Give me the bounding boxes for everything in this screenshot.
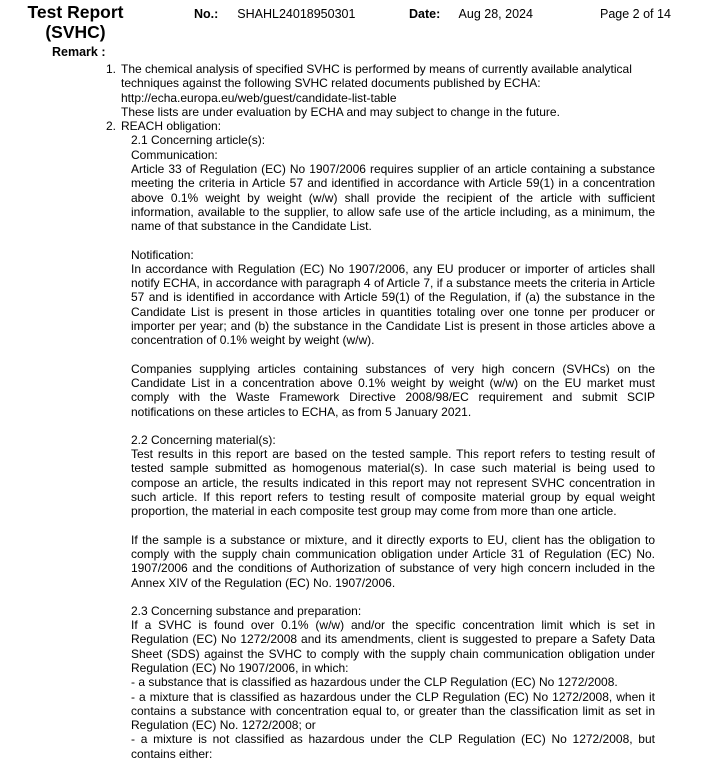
paragraph: Test results in this report are based on the tested sample. This report refers to testing result of tested sample submitted as homogenous material(s). In case such material is being used to compose an article, the results indicated in this report may not represent SVHC concentration in such article. If this report refers to testing result of composite material group by equal weight proportion, the material in each composite test group may come from more than one article.	[131, 447, 655, 519]
item-text: The chemical analysis of specified SVHC is performed by means of currently available analytical techniques against the following SVHC related documents published by ECHA:	[121, 62, 632, 91]
remark-content	[0, 62, 721, 761]
report-number-value: SHAHL24018950301	[237, 7, 356, 21]
remark-label: Remark :	[52, 45, 106, 59]
paragraph: Article 33 of Regulation (EC) No 1907/2006 requires supplier of an article containing a substance meeting the criteria in Article 57 and identified in accordance with Article 59(1) in a concentration above 0.1% weight by weight (w/w) shall provide the recipient of the article with sufficient information, available to the supplier, to allow safe use of the article including, as a minimum, the name of that substance in the Candidate List.	[131, 162, 655, 234]
subsection-heading: 2.2 Concerning material(s):	[131, 432, 276, 447]
item-text: These lists are under evaluation by ECHA and may subject to change in the future.	[121, 104, 560, 119]
bullet-item: - a mixture is not classified as hazardous under the CLP Regulation (EC) No 1272/2008, but contains either:	[131, 732, 655, 761]
report-date	[409, 7, 533, 22]
report-title-line2: (SVHC)	[45, 22, 106, 42]
report-header	[0, 2, 721, 42]
report-number	[194, 7, 355, 22]
bullet-item: - a substance that is classified as hazardous under the CLP Regulation (EC) No 1272/2008.	[131, 675, 618, 690]
paragraph: If a SVHC is found over 0.1% (w/w) and/or the specific concentration limit which is set in Regulation (EC) No 1272/2008 and its amendments, client is suggested to prepare a Safety Data Sheet (SDS) against the SVHC to comply with the supply chain communication obligation under Regulation (EC) No 1907/2006, in which:	[131, 618, 655, 675]
item-number: 1.	[106, 62, 117, 76]
subsection-heading: 2.1 Concerning article(s):	[131, 133, 266, 148]
report-date-label: Date:	[409, 7, 441, 21]
remark-item-2	[0, 119, 721, 761]
report-title-line1: Test Report	[27, 2, 124, 22]
paragraph: Companies supplying articles containing substances of very high concern (SVHCs) on the Candidate List in a concentration above 0.1% weight by weight (w/w) on the EU market must comply with the Waste Framework Directive 2008/98/EC requirement and submit SCIP notifications on these articles to ECHA, as from 5 January 2021.	[131, 361, 655, 419]
item-number: 2.	[106, 119, 117, 134]
report-number-label: No.:	[194, 7, 219, 21]
paragraph: If the sample is a substance or mixture, and it directly exports to EU, client has the obligation to comply with the supply chain communication obligation under Article 31 of Regulation (EC) No. 1907/2006 and the conditions of Authorization of substance of very high concern included in the Annex XIV of the Regulation (EC) No. 1907/2006.	[131, 532, 655, 590]
section-heading: REACH obligation:	[121, 119, 222, 134]
page-indicator: Page 2 of 14	[600, 7, 671, 21]
bullet-item: - a mixture that is classified as hazardous under the CLP Regulation (EC) No 1272/2008, when it contains a substance with concentration equal to, or greater than the classification limit as set in Regulation (EC) No. 1272/2008; or	[131, 689, 655, 733]
report-date-value: Aug 28, 2024	[458, 7, 533, 21]
echa-link[interactable]: http://echa.europa.eu/web/guest/candidate-list-table	[121, 90, 397, 105]
subsection-heading: 2.3 Concerning substance and preparation:	[131, 603, 362, 618]
report-title	[24, 2, 127, 42]
paragraph-heading: Notification:	[131, 247, 194, 262]
remark-item-1	[0, 62, 721, 119]
paragraph-heading: Communication:	[131, 147, 218, 162]
paragraph: In accordance with Regulation (EC) No 1907/2006, any EU producer or importer of articles shall notify ECHA, in accordance with paragraph 4 of Article 7, if a substance meets the criteria in Article 57 and is identified in accordance with Article 59(1) of the Regulation, if (a) the substance in the Candidate List is present in those articles in quantities totaling over one tonne per producer or importer per year; and (b) the substance in the Candidate List is present in those articles above a concentration of 0.1% weight by weight (w/w).	[131, 261, 655, 348]
